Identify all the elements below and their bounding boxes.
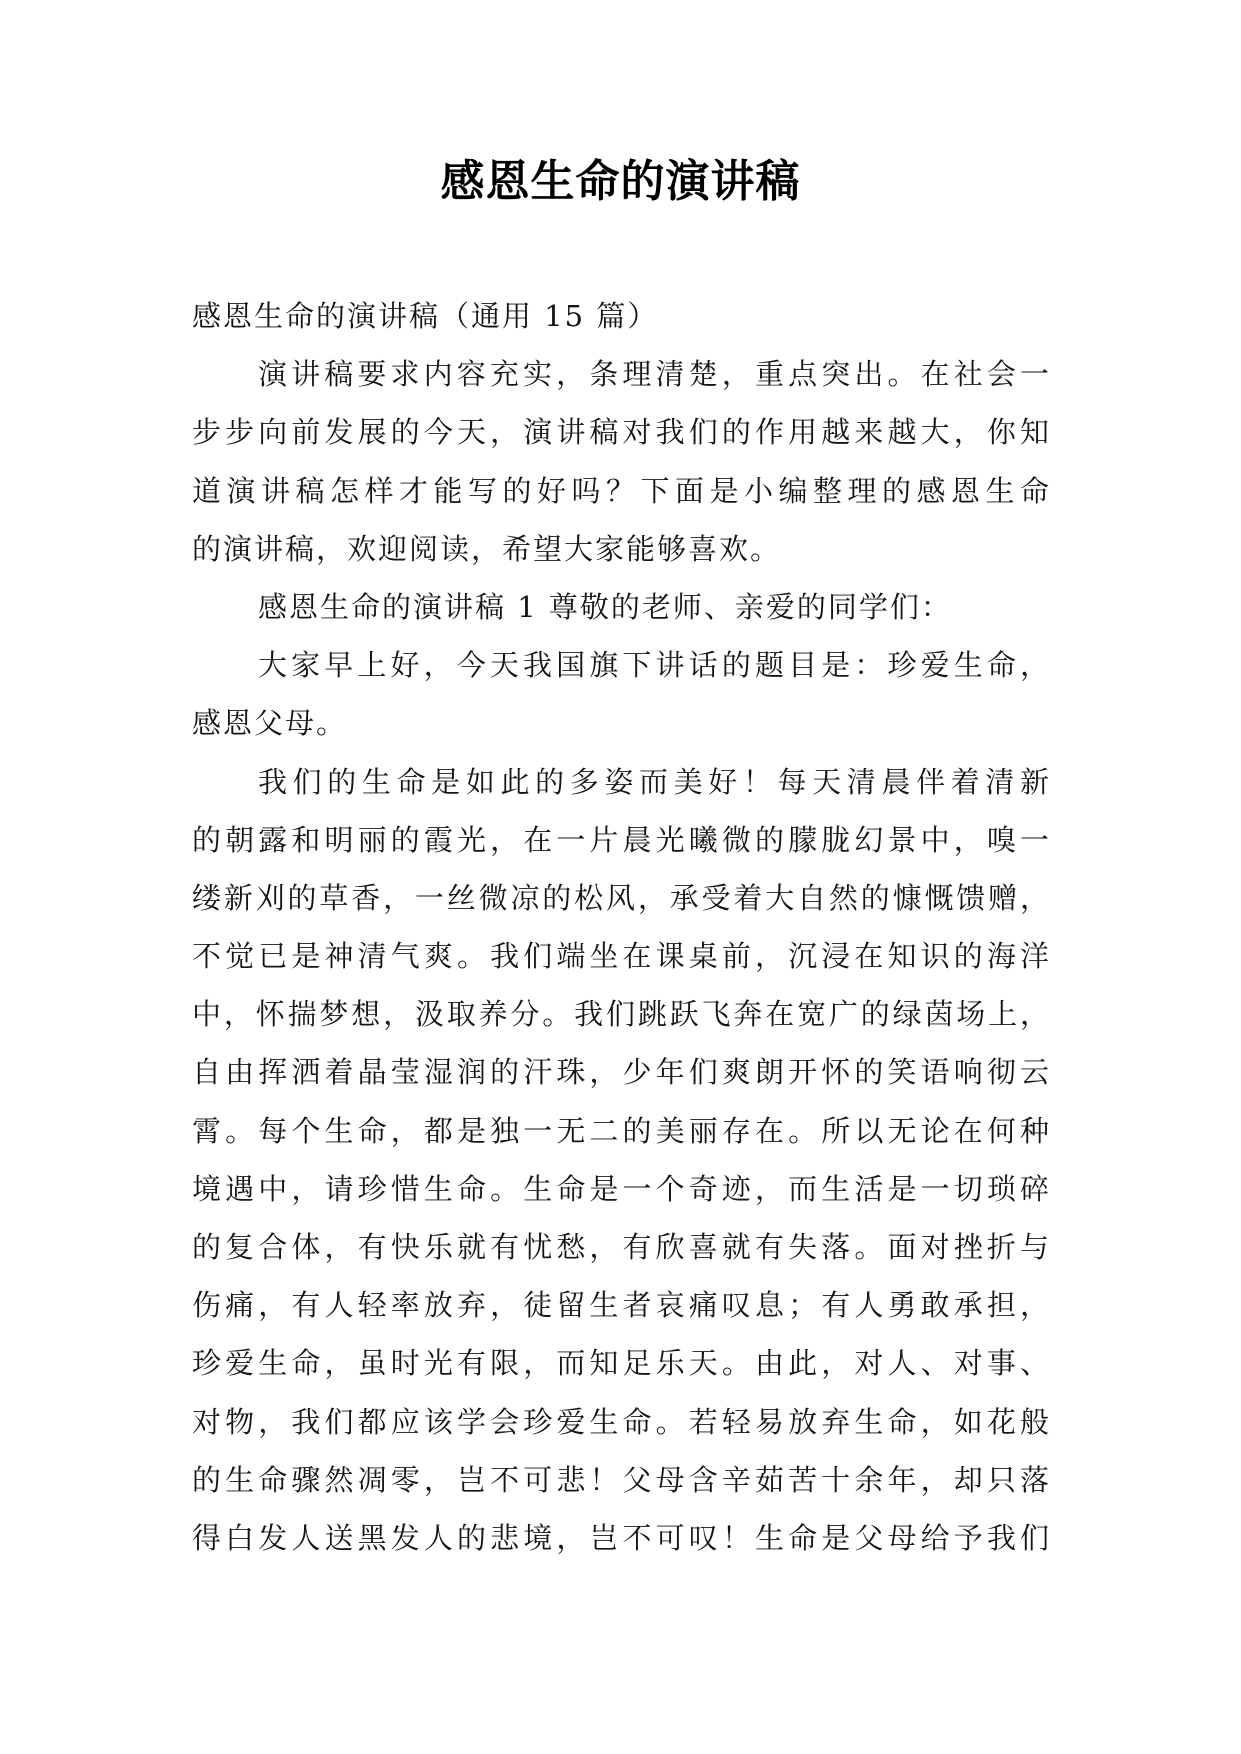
text-line: 的生命骤然凋零，岂不可悲！父母含辛茹苦十余年，却只落: [192, 1462, 1051, 1497]
document-subtitle: 感恩生命的演讲稿（通用 15 篇）: [192, 299, 659, 333]
paragraph-body: [192, 753, 1051, 1568]
text-line: 缕新刈的草香，一丝微凉的松风，承受着大自然的慷慨馈赠，: [192, 880, 1051, 915]
text-line: 自由挥洒着晶莹湿润的汗珠，少年们爽朗开怀的笑语响彻云: [192, 1055, 1051, 1090]
text-line: 对物，我们都应该学会珍爱生命。若轻易放弃生命，如花般: [192, 1404, 1051, 1439]
text-line: 我们的生命是如此的多姿而美好！每天清晨伴着清新: [258, 764, 1051, 799]
document-body: [192, 287, 1051, 1567]
text-line: 步步向前发展的今天，演讲稿对我们的作用越来越大，你知: [192, 415, 1051, 450]
text-line: 不觉已是神清气爽。我们端坐在课桌前，沉浸在知识的海洋: [192, 939, 1051, 974]
text-line: 大家早上好，今天我国旗下讲话的题目是：珍爱生命，: [258, 648, 1051, 683]
paragraph-intro: [192, 345, 1051, 578]
text-line: 境遇中，请珍惜生命。生命是一个奇迹，而生活是一切琐碎: [192, 1171, 1051, 1206]
text-line: 的朝露和明丽的霞光，在一片晨光曦微的朦胧幻景中，嗅一: [192, 822, 1051, 857]
text-line: 感恩生命的演讲稿 1 尊敬的老师、亲爱的同学们：: [258, 589, 952, 624]
text-line: 得白发人送黑发人的悲境，岂不可叹！生命是父母给予我们: [192, 1520, 1051, 1555]
text-line: 珍爱生命，虽时光有限，而知足乐天。由此，对人、对事、: [192, 1346, 1051, 1381]
text-line: 霄。每个生命，都是独一无二的美丽存在。所以无论在何种: [192, 1113, 1051, 1148]
text-line: 中，怀揣梦想，汲取养分。我们跳跃飞奔在宽广的绿茵场上，: [192, 997, 1051, 1032]
text-line: 的复合体，有快乐就有忧愁，有欣喜就有失落。面对挫折与: [192, 1230, 1051, 1264]
document-title: 感恩生命的演讲稿: [440, 156, 801, 207]
text-line: 感恩父母。: [192, 706, 348, 741]
paragraph-salutation: [192, 578, 1051, 636]
paragraph-greeting: [192, 636, 1051, 752]
text-line: 的演讲稿，欢迎阅读，希望大家能够喜欢。: [192, 531, 782, 566]
text-line: 道演讲稿怎样才能写的好吗？下面是小编整理的感恩生命: [192, 473, 1051, 508]
text-line: 演讲稿要求内容充实，条理清楚，重点突出。在社会一: [258, 357, 1051, 392]
text-line: 伤痛，有人轻率放弃，徒留生者哀痛叹息；有人勇敢承担，: [192, 1288, 1051, 1323]
